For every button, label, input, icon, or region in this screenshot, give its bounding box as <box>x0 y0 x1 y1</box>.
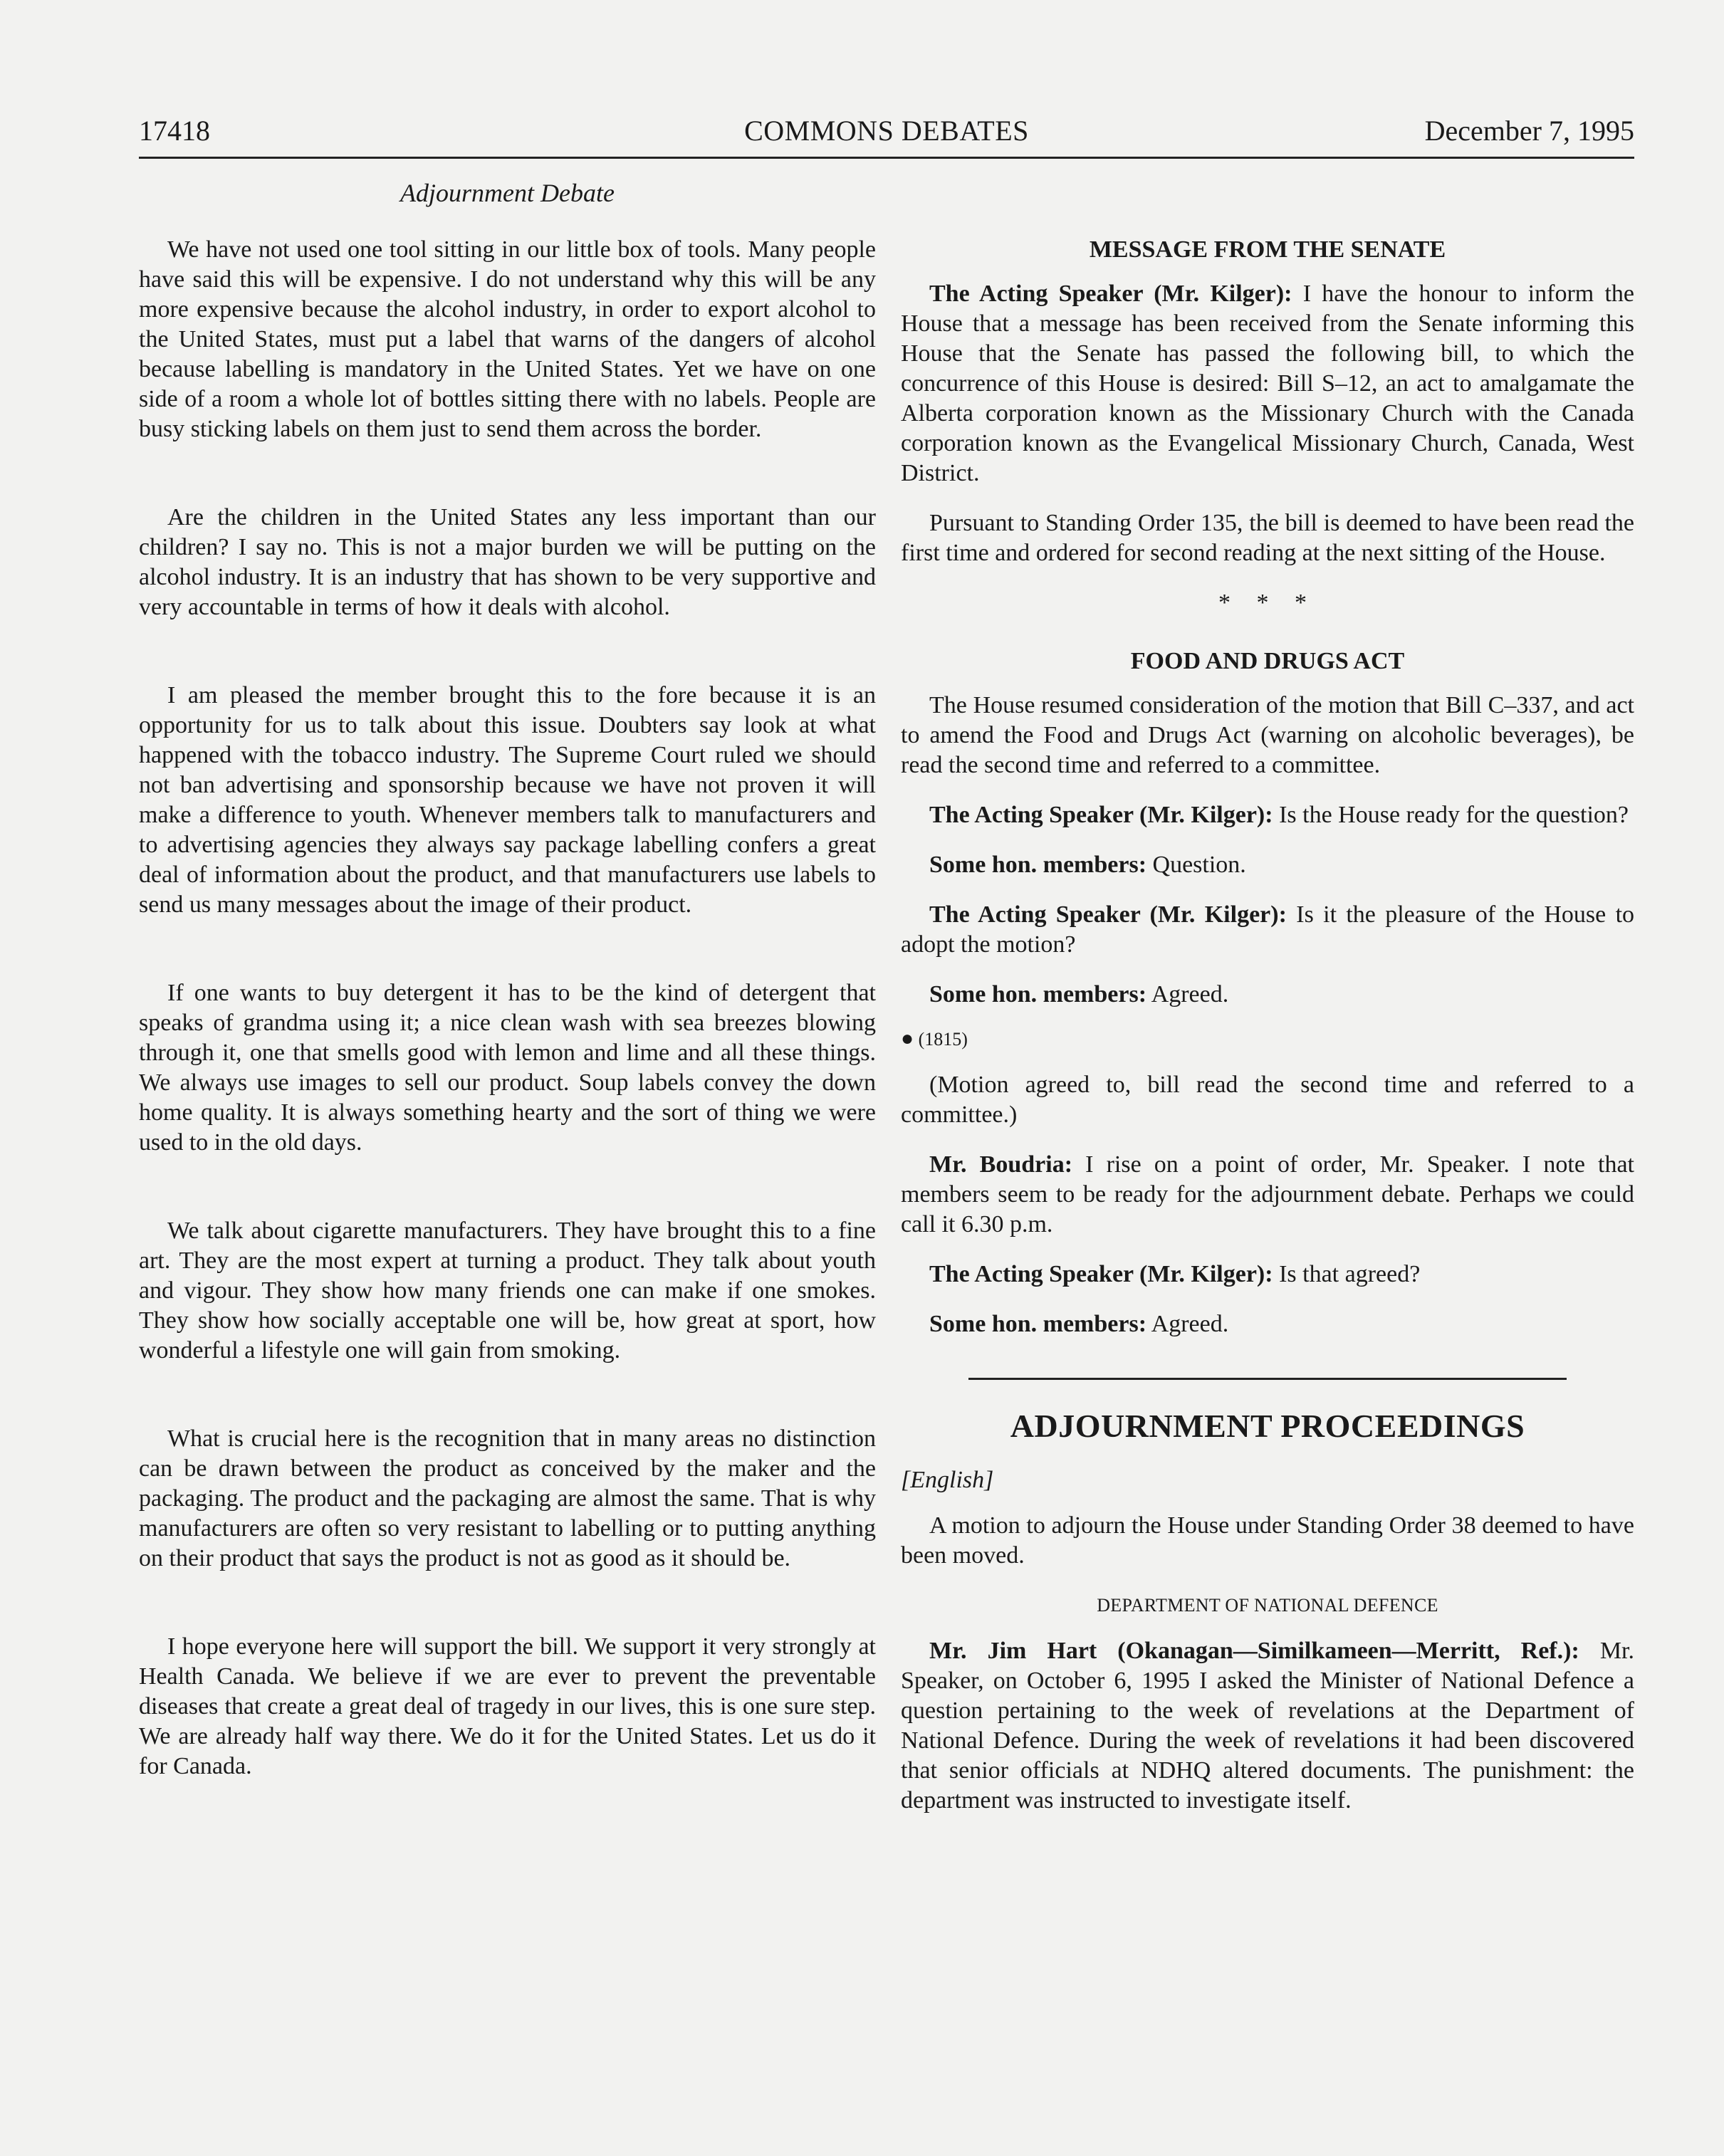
department-heading: DEPARTMENT OF NATIONAL DEFENCE <box>1097 1595 1438 1616</box>
speech-text: Agreed. <box>1151 1311 1229 1337</box>
page-number: 17418 <box>139 115 210 147</box>
paragraph: The House resumed consideration of the motion that Bill C–337, and act to amend the Food and Drugs Act (warning on alcoholic beverages), be read the second time and referred to a committee. <box>901 692 1634 778</box>
adjournment-heading: ADJOURNMENT PROCEEDINGS <box>1010 1408 1525 1444</box>
speech-text: Agreed. <box>1151 981 1229 1008</box>
senate-heading: MESSAGE FROM THE SENATE <box>1089 236 1446 263</box>
right-column <box>901 178 1634 1836</box>
speaker-name: The Acting Speaker (Mr. Kilger): <box>929 281 1292 307</box>
section-separator: * * * <box>1218 590 1317 616</box>
publication-date: December 7, 1995 <box>1424 115 1634 147</box>
speech <box>901 900 1634 960</box>
paragraph: I hope everyone here will support the bill. We support it very strongly at Health Canada. We believe if we are ever to prevent the preventable diseases that create a great deal of tragedy in our lives, this is one sure step. We are already half way there. We do it for the United States. Let us do it for Canada. <box>139 1633 876 1779</box>
paragraph: We talk about cigarette manufacturers. They have brought this to a fine art. They are the most expert at turning a product. They talk about youth and vigour. They show how many friends one can make if one smokes. They show how socially acceptable one will be, how great at sport, how wonderful a lifestyle one will gain from smoking. <box>139 1218 876 1364</box>
language-tag: [English] <box>901 1467 994 1493</box>
speech-text: Is the House ready for the question? <box>1279 802 1629 828</box>
speech <box>901 1150 1634 1240</box>
speaker-name: The Acting Speaker (Mr. Kilger): <box>929 1261 1273 1287</box>
speech-text: I rise on a point of order, Mr. Speaker. I note that members seem to be ready for the adjournment debate. Perhaps we could call it 6.30 p.m. <box>901 1151 1635 1237</box>
paragraph: A motion to adjourn the House under Standing Order 38 deemed to have been moved. <box>901 1512 1634 1569</box>
left-column <box>139 178 876 1840</box>
speech-text: Is that agreed? <box>1279 1261 1421 1287</box>
speaker-name: Some hon. members: <box>929 981 1147 1008</box>
page-header <box>139 107 1634 159</box>
speech-text: Question. <box>1152 852 1246 878</box>
running-title: Adjournment Debate <box>400 179 615 207</box>
speaker-name: The Acting Speaker (Mr. Kilger): <box>929 802 1273 828</box>
paragraph: I am pleased the member brought this to the fore because it is an opportunity for us to talk about this issue. Doubters say look at what happened with the tobacco industry. The Supreme Court ruled we should not ban advertising and sponsorship because we have not proven it will make a difference to youth. Whenever members talk to manufacturers and to advertising agencies they always say package labelling confers a great deal of information about the product, and that manufacturers use labels to send us many messages about the image of their product. <box>139 682 876 918</box>
publication-title: COMMONS DEBATES <box>744 115 1029 147</box>
section-divider <box>968 1378 1567 1380</box>
speaker-name: Some hon. members: <box>929 852 1147 878</box>
paragraph: Pursuant to Standing Order 135, the bill is deemed to have been read the first time and ordered for second reading at the next sitting of the House. <box>901 510 1634 566</box>
senate-message <box>901 279 1634 488</box>
speaker-name: Some hon. members: <box>929 1311 1147 1337</box>
speech <box>901 850 1634 880</box>
paragraph: We have not used one tool sitting in our little box of tools. Many people have said this will be expensive. I do not understand why this will be any more expensive because the alcohol industry, in order to export alcohol to the United States, must put a label that warns of the dangers of alcohol because labelling is mandatory in the United States. Yet we have on one side of a room a whole lot of bottles sitting there with no labels. People are busy sticking labels on them just to send them across the border. <box>139 236 876 442</box>
bullet-icon: ● <box>901 1027 914 1050</box>
time-marker <box>901 1024 1634 1055</box>
speech <box>901 800 1634 830</box>
speaker-name: Mr. Jim Hart (Okanagan—Similkameen—Merritt, Ref.): <box>929 1638 1579 1664</box>
time-marker-text: (1815) <box>918 1029 968 1050</box>
speaker-name: Mr. Boudria: <box>929 1151 1073 1178</box>
speech-text: Mr. Speaker, on October 6, 1995 I asked the Minister of National Defence a question pertaining to the week of revelations at the Department of National Defence. During the week of revelations it had been discovered that senior officials at NDHQ altered documents. The punishment: the department was instructed to investigate itself. <box>901 1638 1634 1814</box>
speech <box>901 1309 1634 1339</box>
speech <box>901 1636 1634 1816</box>
speech <box>901 980 1634 1010</box>
motion-result: (Motion agreed to, bill read the second time and referred to a committee.) <box>901 1072 1634 1128</box>
paragraph: What is crucial here is the recognition that in many areas no distinction can be drawn between the product as conceived by the maker and the packaging. The product and the packaging are almost the same. That is why manufacturers are often so very resistant to labelling or to putting anything on their product that says the product is not as good as it should be. <box>139 1425 876 1571</box>
speech-text: I have the honour to inform the House that a message has been received from the Senate informing this House that the Senate has passed the following bill, to which the concurrence of this House is desired: Bill S–12, an act to amalgamate the Alberta corporation known as the Missionary Church with the Canada corporation known as the Evangelical Missionary Church, Canada, West District. <box>901 281 1634 486</box>
speaker-name: The Acting Speaker (Mr. Kilger): <box>929 901 1287 928</box>
paragraph: Are the children in the United States any less important than our children? I say no. This is not a major burden we will be putting on the alcohol industry. It is an industry that has shown to be very supportive and very accountable in terms of how it deals with alcohol. <box>139 504 876 620</box>
paragraph: If one wants to buy detergent it has to be the kind of detergent that speaks of grandma using it; a nice clean wash with sea breezes blowing through it, one that smells good with lemon and lime and all these things. We always use images to sell our product. Soup labels convey the down home quality. It is always something hearty and the sort of thing we were used to in the old days. <box>139 980 876 1156</box>
speech <box>901 1260 1634 1289</box>
speech-text: Is it the pleasure of the House to adopt the motion? <box>901 901 1635 958</box>
food-drugs-heading: FOOD AND DRUGS ACT <box>1130 648 1405 674</box>
